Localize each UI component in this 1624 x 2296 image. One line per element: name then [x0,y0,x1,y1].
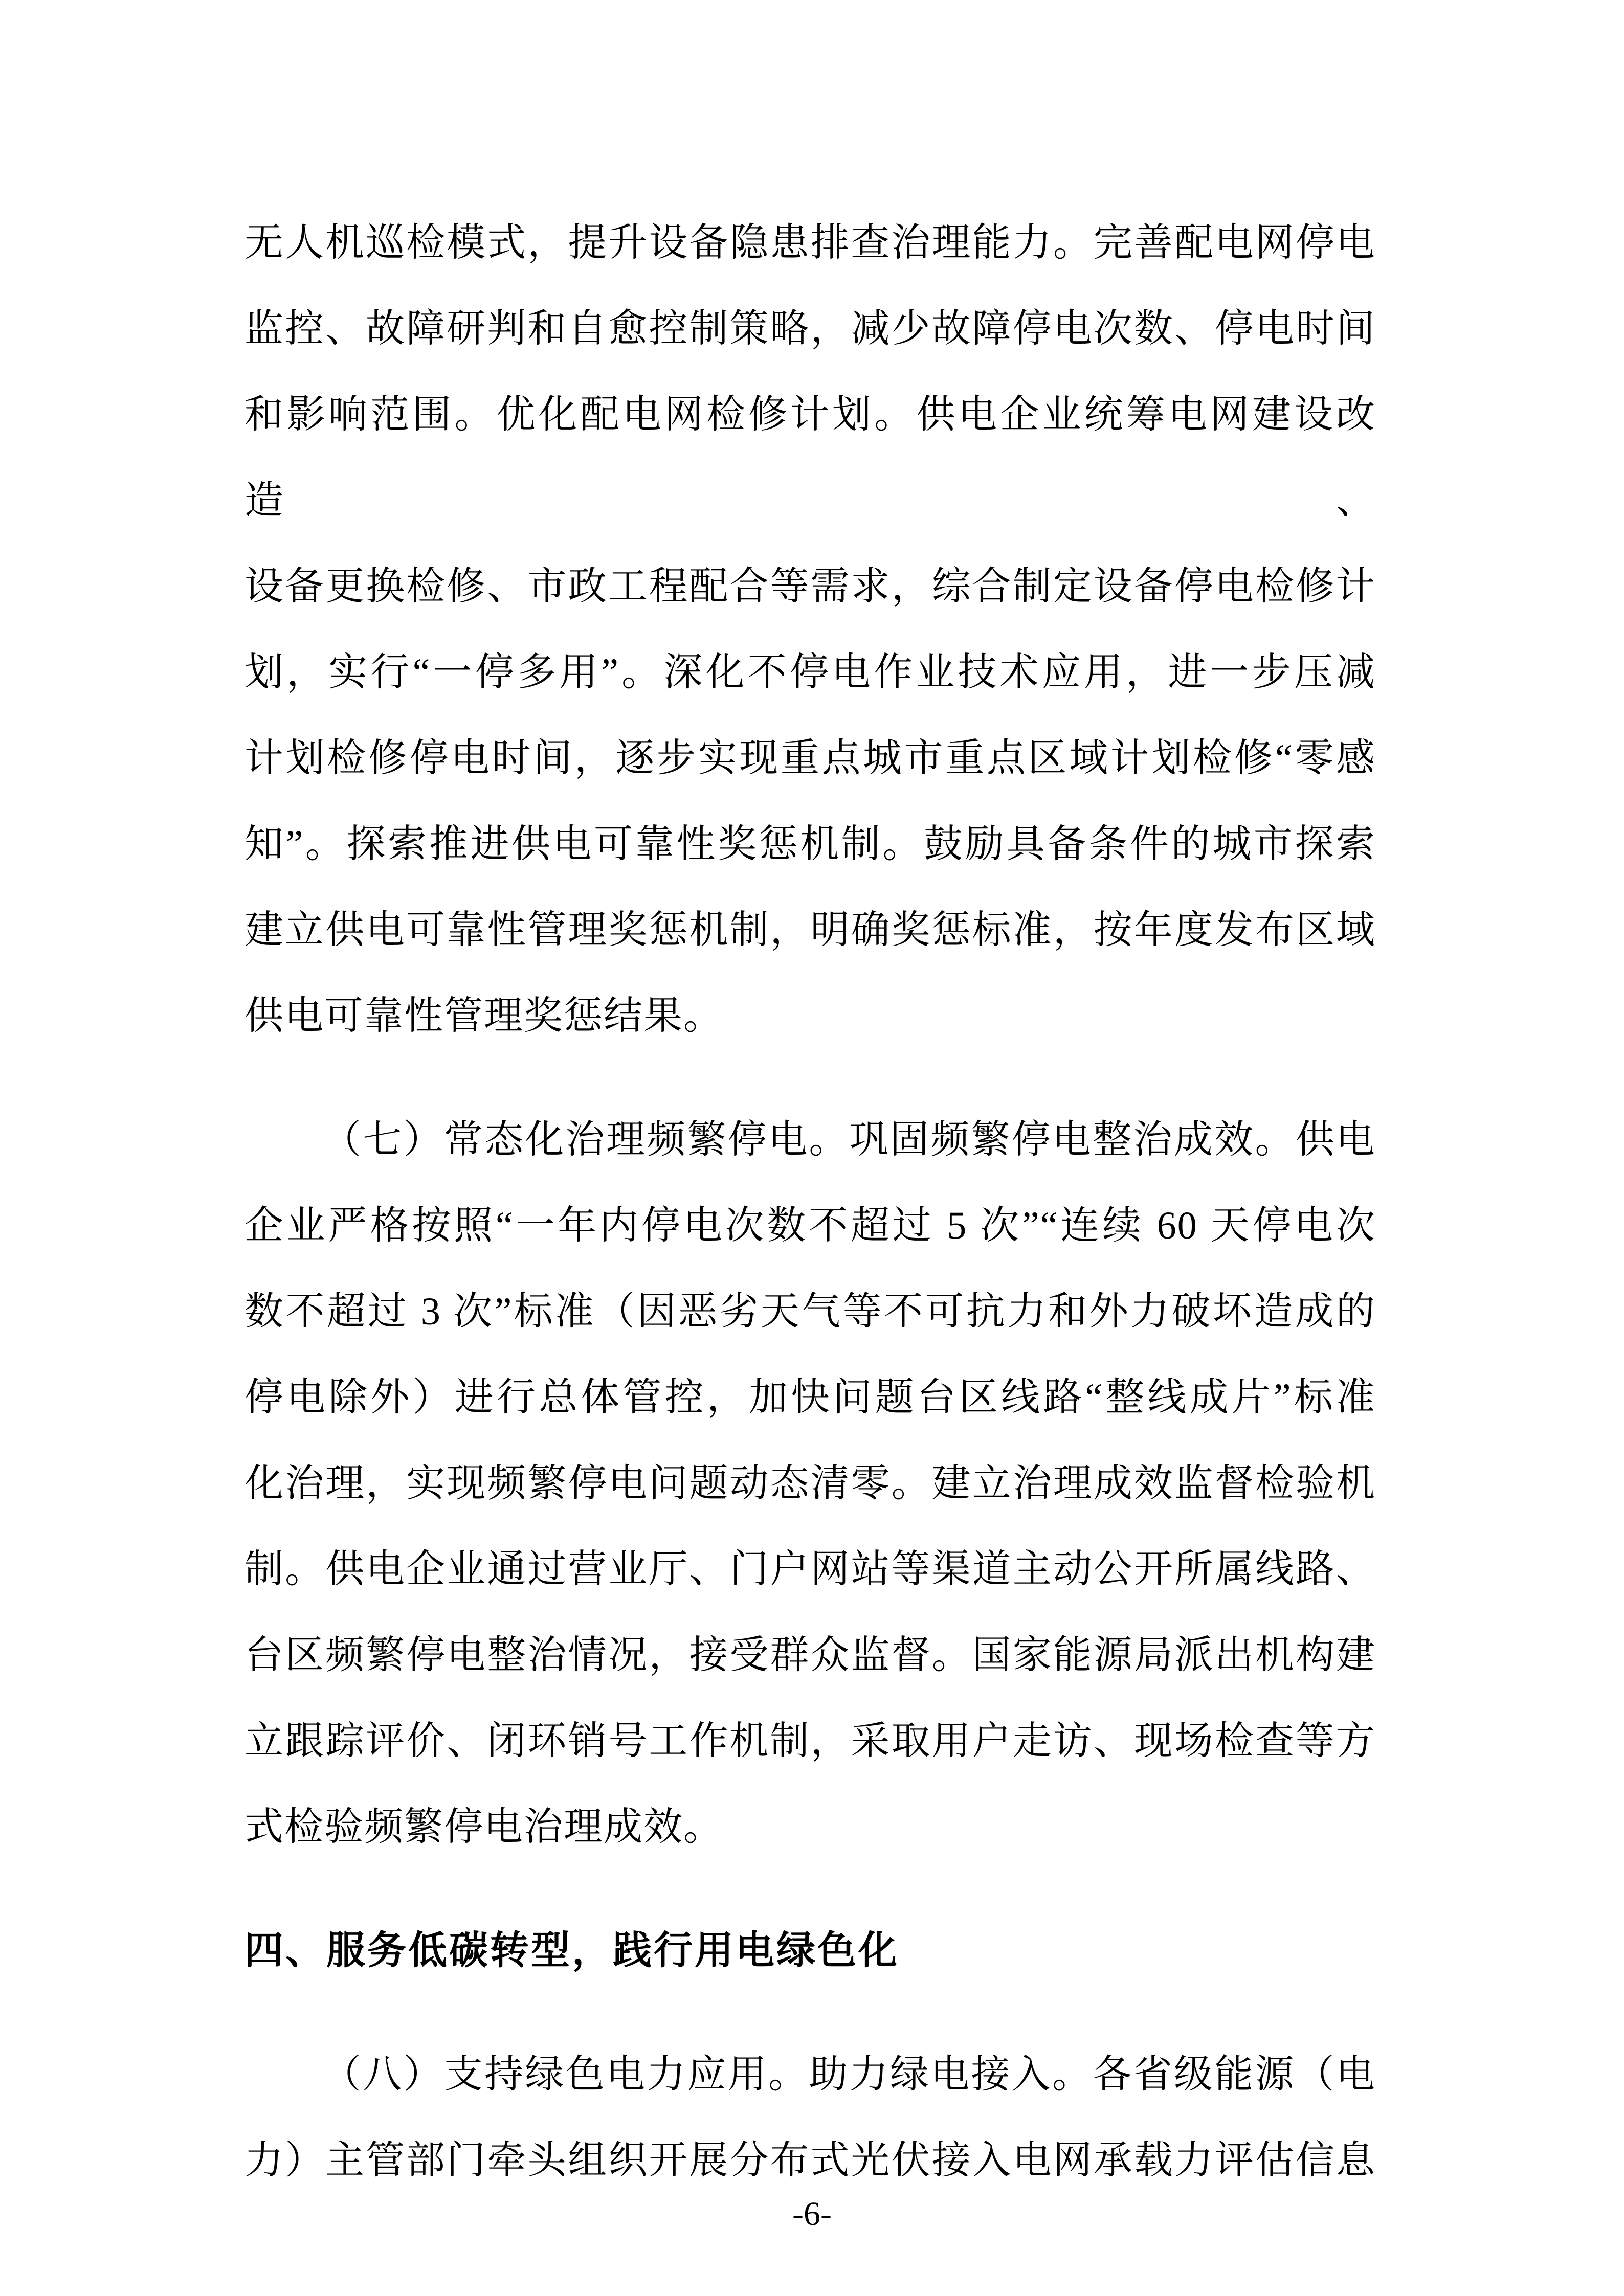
text-line: 建立供电可靠性管理奖惩机制，明确奖惩标准，按年度发布区域 [244,909,1376,952]
text-line: 企业严格按照“一年内停电次数不超过 5 次”“连续 60 天停电次 [244,1204,1376,1247]
section-heading-four [244,1908,1376,1994]
text-line: 台区频繁停电整治情况，接受群众监督。国家能源局派出机构建 [244,1634,1376,1677]
text-line: 知”。探索推进供电可靠性奖惩机制。鼓励具备条件的城市探索 [244,823,1376,866]
paragraph-green-power [244,2032,1376,2203]
text-line: 力）主管部门牵头组织开展分布式光伏接入电网承载力评估信息 [244,2139,1376,2182]
paragraph-grid-maintenance [244,200,1376,1059]
text-line: 和影响范围。优化配电网检修计划。供电企业统筹电网建设改造、 [244,393,1376,522]
paragraph-frequent-outage-control [244,1097,1376,1870]
text-line: （七）常态化治理频繁停电。巩固频繁停电整治成效。供电 [322,1118,1376,1161]
text-line: （八）支持绿色电力应用。助力绿电接入。各省级能源（电 [322,2053,1376,2096]
text-line: 计划检修停电时间，逐步实现重点城市重点区域计划检修“零感 [244,737,1376,780]
page-number: -6- [792,2195,832,2233]
text-line: 立跟踪评价、闭环销号工作机制，采取用户走访、现场检查等方 [244,1720,1376,1763]
text-line: 式检验频繁停电治理成效。 [244,1806,723,1849]
text-line: 停电除外）进行总体管控，加快问题台区线路“整线成片”标准 [244,1376,1376,1419]
text-line: 无人机巡检模式，提升设备隐患排查治理能力。完善配电网停电 [244,221,1376,264]
text-line: 制。供电企业通过营业厅、门户网站等渠道主动公开所属线路、 [244,1548,1376,1591]
text-line: 供电可靠性管理奖惩结果。 [244,995,723,1038]
text-line: 化治理，实现频繁停电问题动态清零。建立治理成效监督检验机 [244,1462,1376,1505]
heading-line: 四、服务低碳转型，践行用电绿色化 [244,1929,899,1972]
text-line: 监控、故障研判和自愈控制策略，减少故障停电次数、停电时间 [244,307,1376,350]
text-line: 划，实行“一停多用”。深化不停电作业技术应用，进一步压减 [244,651,1376,694]
text-line: 数不超过 3 次”标准（因恶劣天气等不可抗力和外力破坏造成的 [244,1290,1376,1333]
document-body [244,200,1376,2203]
text-line: 设备更换检修、市政工程配合等需求，综合制定设备停电检修计 [244,565,1376,608]
